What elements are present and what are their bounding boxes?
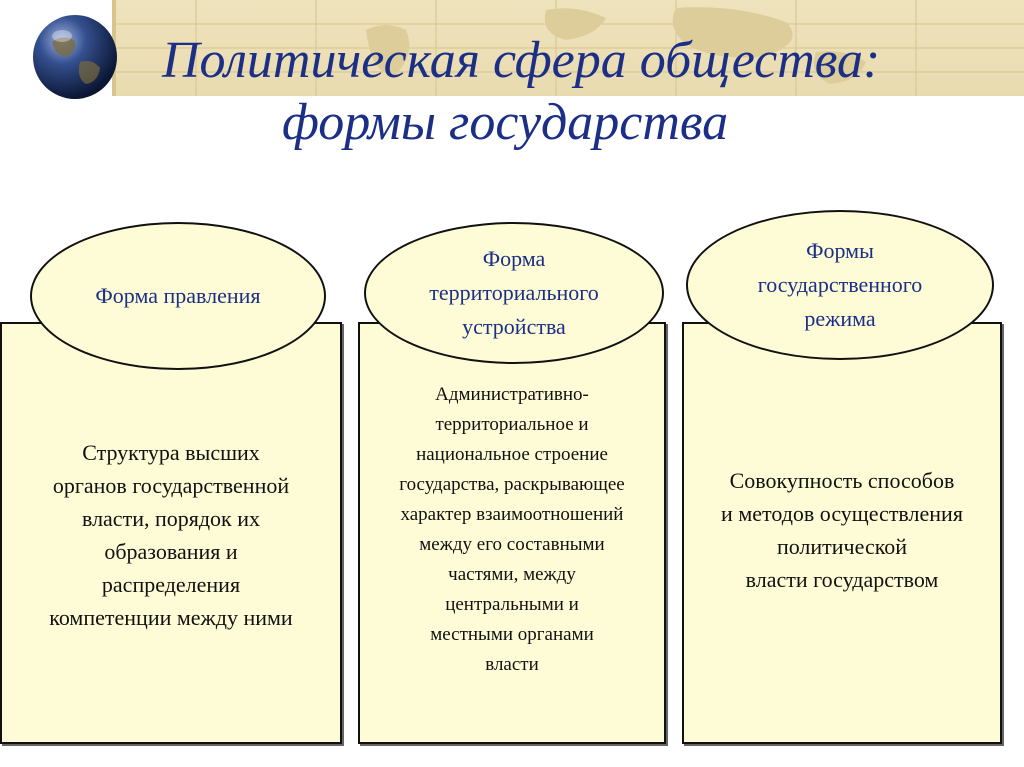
page-title [162, 30, 1002, 154]
ellipse-form-of-government: Форма правления [30, 222, 326, 370]
box-territorial-structure [358, 322, 666, 744]
title-line-1: Политическая сфера общества: [162, 32, 881, 89]
box-state-regime [682, 322, 1002, 744]
box-form-of-government [0, 322, 342, 744]
title-line-2: формы государства [282, 94, 729, 151]
ellipse-territorial-structure: Форма территориального устройства [364, 222, 664, 364]
ellipse-state-regime: Формы государственного режима [686, 210, 994, 360]
globe-icon [30, 12, 120, 102]
box-text-form-of-government: Структура высших органов государственной власти, порядок их образования и распределения компетенции между ними [49, 440, 293, 630]
box-text-territorial-structure: Административно- территориальное и национальное строение государства, раскрывающее характер взаимоотношений между его составными частями, между центральными и местными органами власти [399, 384, 625, 675]
box-text-state-regime: Совокупность способов и методов осуществления политической власти государством [721, 468, 963, 592]
